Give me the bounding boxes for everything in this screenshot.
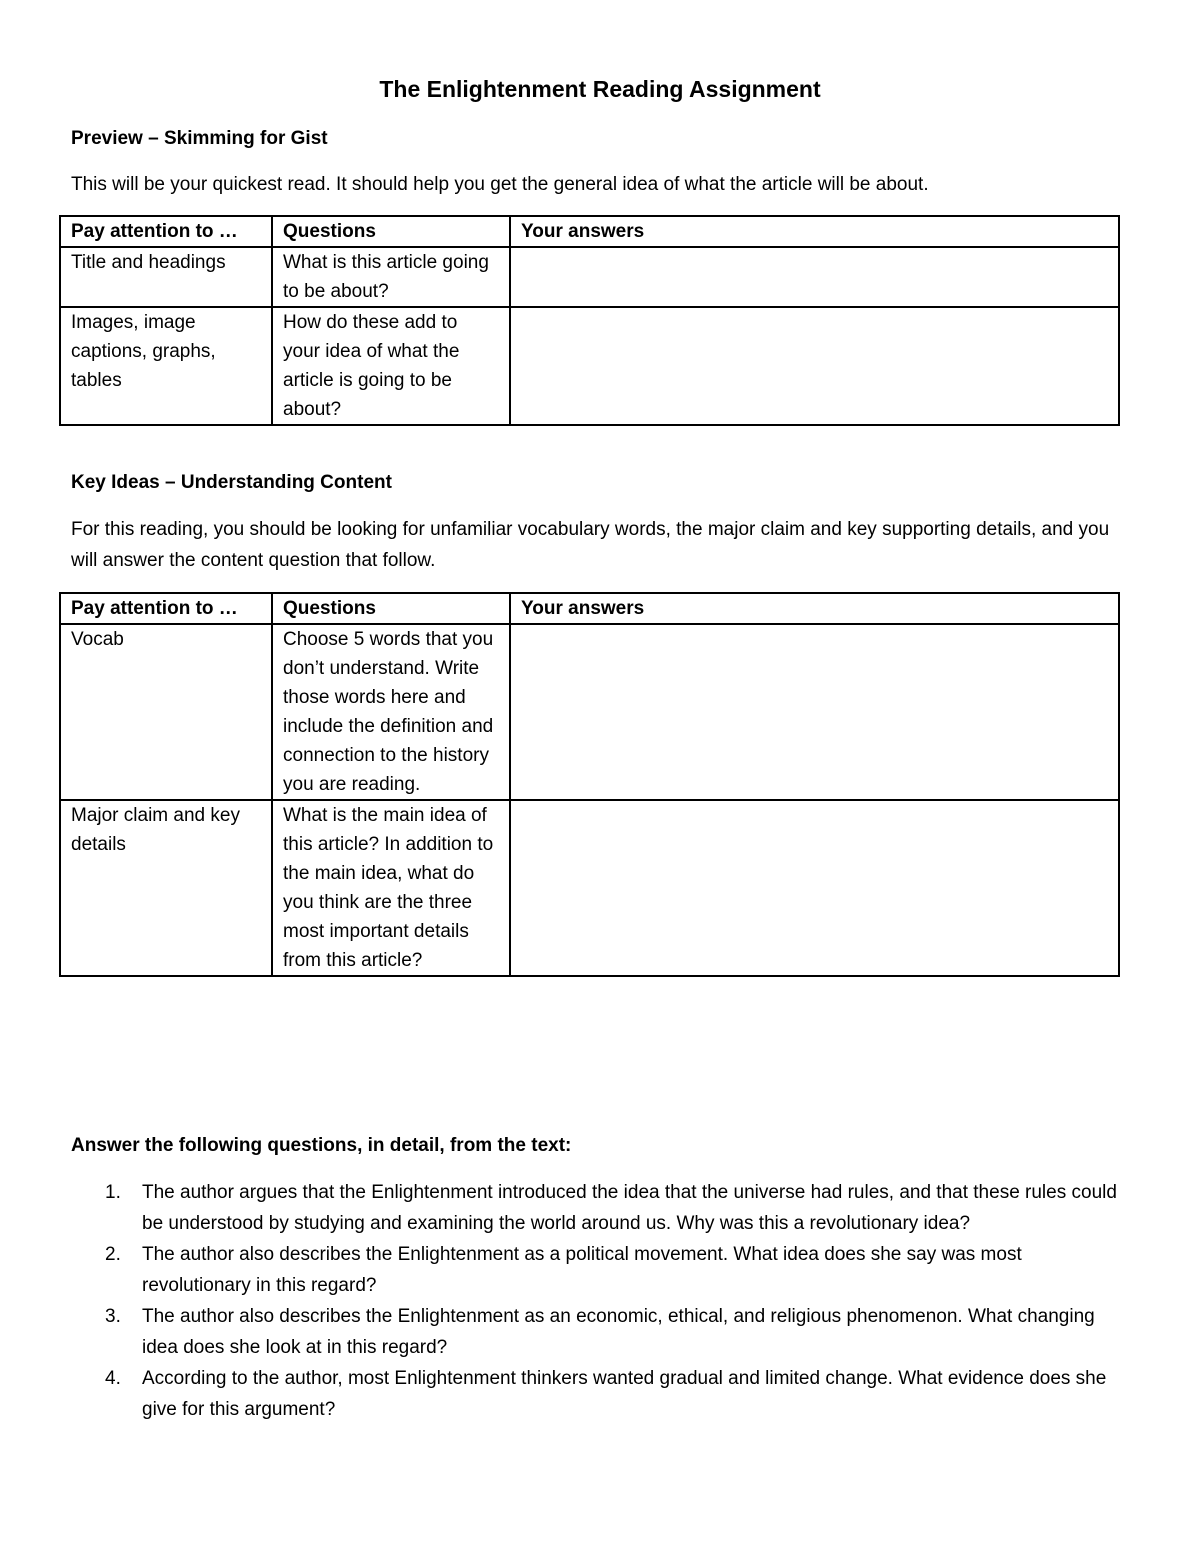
- question-cell: What is this article going to be about?: [272, 247, 510, 307]
- question-number: 4.: [105, 1368, 121, 1389]
- column-header-questions: Questions: [272, 593, 510, 624]
- question-text: The author argues that the Enlightenment introduced the idea that the universe had rules, and that these rules could be understood by studying and examining the world around us. Why was this a revolutionary idea?: [142, 1182, 1117, 1234]
- preview-table: [59, 215, 1120, 426]
- list-item: [71, 1239, 1131, 1301]
- column-header-focus: Pay attention to …: [60, 593, 272, 624]
- answer-cell[interactable]: [510, 247, 1119, 307]
- focus-cell: Vocab: [60, 624, 272, 800]
- answer-cell[interactable]: [510, 624, 1119, 800]
- question-text: According to the author, most Enlightenment thinkers wanted gradual and limited change. What evidence does she give for this argument?: [142, 1368, 1107, 1420]
- table-row: [60, 624, 1119, 800]
- question-cell: Choose 5 words that you don’t understand. Write those words here and include the definition and connection to the history you are reading.: [272, 624, 510, 800]
- list-item: [71, 1363, 1131, 1425]
- list-item: [71, 1177, 1131, 1239]
- focus-cell: Title and headings: [60, 247, 272, 307]
- table-row: [60, 247, 1119, 307]
- questions-heading: Answer the following questions, in detail, from the text:: [71, 1135, 572, 1156]
- question-text: The author also describes the Enlightenment as an economic, ethical, and religious phenomenon. What changing idea does she look at in this regard?: [142, 1306, 1095, 1358]
- column-header-answers: Your answers: [510, 593, 1119, 624]
- question-number: 2.: [105, 1244, 121, 1265]
- question-cell: How do these add to your idea of what the article is going to be about?: [272, 307, 510, 425]
- question-text: The author also describes the Enlightenment as a political movement. What idea does she say was most revolutionary in this regard?: [142, 1244, 1022, 1296]
- key-ideas-heading: Key Ideas – Understanding Content: [71, 472, 392, 493]
- answer-cell[interactable]: [510, 307, 1119, 425]
- question-cell: What is the main idea of this article? In addition to the main idea, what do you think are the three most important details from this article?: [272, 800, 510, 976]
- page-title: The Enlightenment Reading Assignment: [379, 76, 821, 102]
- table-header-row: [60, 593, 1119, 624]
- column-header-focus: Pay attention to …: [60, 216, 272, 247]
- question-number: 3.: [105, 1306, 121, 1327]
- table-row: [60, 800, 1119, 976]
- questions-list: [71, 1177, 1131, 1425]
- answer-cell[interactable]: [510, 800, 1119, 976]
- preview-heading: Preview – Skimming for Gist: [71, 128, 328, 149]
- table-row: [60, 307, 1119, 425]
- table-header-row: [60, 216, 1119, 247]
- column-header-questions: Questions: [272, 216, 510, 247]
- key-ideas-table: [59, 592, 1120, 977]
- focus-cell: Images, image captions, graphs, tables: [60, 307, 272, 425]
- column-header-answers: Your answers: [510, 216, 1119, 247]
- key-ideas-intro: For this reading, you should be looking for unfamiliar vocabulary words, the major claim and key supporting details, and you will answer the content question that follow.: [71, 519, 1110, 571]
- question-number: 1.: [105, 1182, 121, 1203]
- list-item: [71, 1301, 1131, 1363]
- focus-cell: Major claim and key details: [60, 800, 272, 976]
- preview-intro: This will be your quickest read. It should help you get the general idea of what the article will be about.: [71, 174, 929, 195]
